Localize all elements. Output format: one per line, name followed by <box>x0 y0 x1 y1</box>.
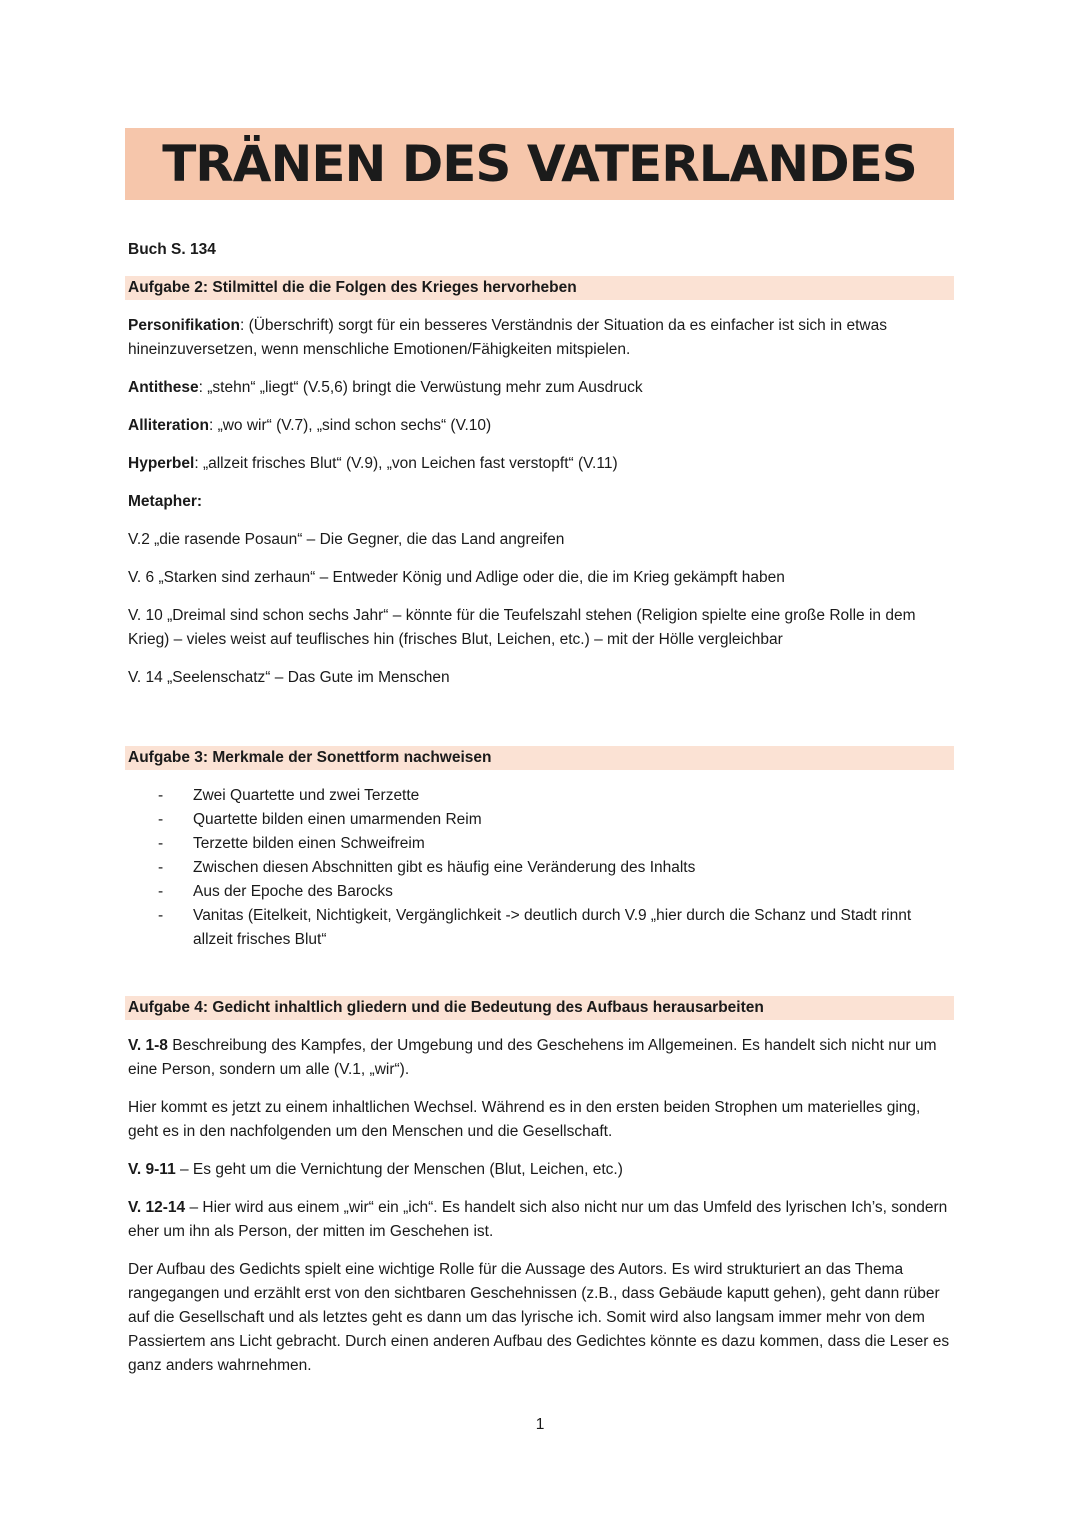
list-item: - Aus der Epoche des Barocks <box>128 880 954 904</box>
transition-paragraph: Hier kommt es jetzt zu einem inhaltlichen Wechsel. Während es in den ersten beiden Strophen um materielles ging, geht es in den nachfolgenden um den Menschen und die Gesellschaft. <box>128 1099 921 1140</box>
verse-range-label: V. 12-14 <box>128 1199 186 1216</box>
antithese-term: Antithese <box>128 379 199 396</box>
list-item: - Zwischen diesen Abschnitten gibt es häufig eine Veränderung des Inhalts <box>128 856 954 880</box>
alliteration-term: Alliteration <box>128 417 209 434</box>
list-item: - Vanitas (Eitelkeit, Nichtigkeit, Vergänglichkeit -> deutlich durch V.9 „hier durch die Schanz und Stadt rinnt allzeit frisches Blut“ <box>128 904 954 952</box>
verse-9-11-paragraph: V. 9-11 – Es geht um die Vernichtung der Menschen (Blut, Leichen, etc.) <box>128 1161 623 1178</box>
verse-12-14-paragraph: V. 12-14 – Hier wird aus einem „wir“ ein „ich“. Es handelt sich also nicht nur um das Umfeld des lyrischen Ich’s, sondern eher um ihn als Person, der mitten im Geschehen ist. <box>128 1199 948 1240</box>
document-body <box>128 238 954 1392</box>
antithese-text: : „stehn“ „liegt“ (V.5,6) bringt die Verwüstung mehr zum Ausdruck <box>198 379 643 396</box>
metapher-item: V. 6 „Starken sind zerhaun“ – Entweder König und Adlige oder die, die im Krieg gekämpft haben <box>128 569 785 586</box>
hyperbel-text: : „allzeit frisches Blut“ (V.9), „von Leichen fast verstopft“ (V.11) <box>194 455 618 472</box>
page-title: TRÄNEN DES VATERLANDES <box>162 135 917 193</box>
antithese-paragraph <box>128 376 954 400</box>
hyperbel-paragraph <box>128 452 954 476</box>
verse-range-label: V. 1-8 <box>128 1037 168 1054</box>
title-banner <box>125 128 954 200</box>
alliteration-paragraph <box>128 414 954 438</box>
verse-1-8-paragraph: V. 1-8 Beschreibung des Kampfes, der Umgebung und des Geschehens im Allgemeinen. Es handelt sich nicht nur um eine Person, sondern um alle (V.1, „wir“). <box>128 1037 937 1078</box>
task4-heading: Aufgabe 4: Gedicht inhaltlich gliedern und die Bedeutung des Aufbaus herausarbeiten <box>125 996 954 1020</box>
personifikation-term: Personifikation <box>128 317 240 334</box>
task3-heading: Aufgabe 3: Merkmale der Sonettform nachweisen <box>125 746 954 770</box>
verse-range-label: V. 9-11 <box>128 1161 176 1178</box>
hyperbel-term: Hyperbel <box>128 455 195 472</box>
personifikation-text: : (Überschrift) sorgt für ein besseres Verständnis der Situation da es einfacher ist sich in etwas hineinzuversetzen, wenn menschliche Emotionen/Fähigkeiten mitspielen. <box>128 317 887 358</box>
metapher-item: V. 14 „Seelenschatz“ – Das Gute im Menschen <box>128 669 450 686</box>
metapher-item: V. 10 „Dreimal sind schon sechs Jahr“ – könnte für die Teufelszahl stehen (Religion spielte eine große Rolle in dem Krieg) – vieles weist auf teuflisches hin (frisches Blut, Leichen, etc.) – mit der Hölle vergleichbar <box>128 607 916 648</box>
task2-heading: Aufgabe 2: Stilmittel die die Folgen des Krieges hervorheben <box>125 276 954 300</box>
list-item: - Zwei Quartette und zwei Terzette <box>128 784 954 808</box>
personifikation-paragraph <box>128 314 954 362</box>
list-item: - Quartette bilden einen umarmenden Reim <box>128 808 954 832</box>
sonett-list <box>128 784 954 952</box>
book-reference: Buch S. 134 <box>128 241 216 258</box>
page-number: 1 <box>535 1416 545 1433</box>
metapher-label: Metapher: <box>128 493 203 510</box>
list-item: - Terzette bilden einen Schweifreim <box>128 832 954 856</box>
metapher-item: V.2 „die rasende Posaun“ – Die Gegner, die das Land angreifen <box>128 531 565 548</box>
alliteration-text: : „wo wir“ (V.7), „sind schon sechs“ (V.10) <box>208 417 492 434</box>
conclusion-paragraph: Der Aufbau des Gedichts spielt eine wichtige Rolle für die Aussage des Autors. Es wird strukturiert an das Thema rangegangen und erzählt erst von den sichtbaren Geschehnissen (z.B., dass Gebäude kaputt gehen), geht dann rüber auf die Gesellschaft und als letztes geht es dann um das lyrische ich. Somit wird also langsam immer mehr von dem Passiertem ans Licht gebracht. Durch einen anderen Aufbau des Gedichtes könnte es dazu kommen, dass die Leser es ganz anders wahrnehmen. <box>128 1261 950 1374</box>
